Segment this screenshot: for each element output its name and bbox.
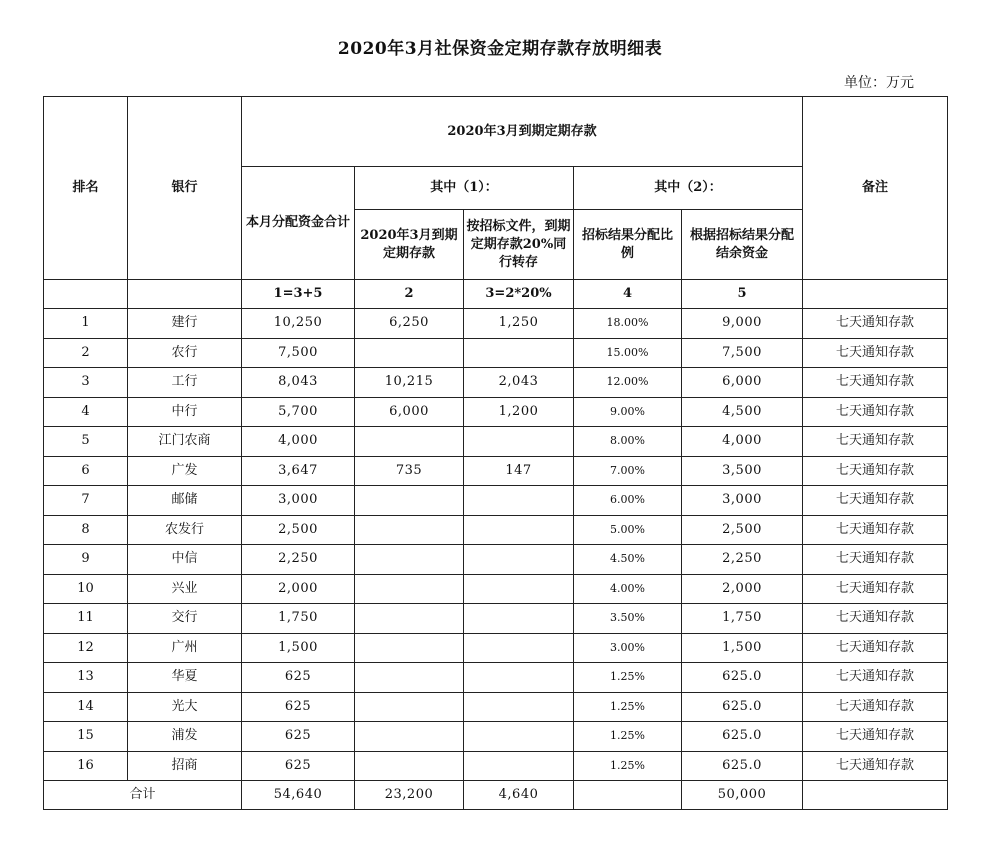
cell-bank: 农行 [128, 338, 242, 368]
cell-deposit [355, 604, 464, 634]
totals-remark [803, 781, 948, 810]
cell-remark: 七天通知存款 [803, 751, 948, 781]
cell-rank: 9 [44, 545, 128, 575]
cell-deposit: 6,250 [355, 309, 464, 339]
cell-bank: 工行 [128, 368, 242, 398]
table-row [44, 427, 948, 457]
cell-deposit [355, 486, 464, 516]
table-row [44, 338, 948, 368]
cell-remaining: 2,500 [682, 515, 803, 545]
cell-ratio: 3.50% [574, 604, 682, 634]
cell-bank: 广发 [128, 456, 242, 486]
table-row [44, 456, 948, 486]
cell-remark: 七天通知存款 [803, 309, 948, 339]
header-remaining: 根据招标结果分配结余资金 [682, 210, 803, 280]
cell-rank: 1 [44, 309, 128, 339]
cell-bank: 建行 [128, 309, 242, 339]
totals-transfer: 4,640 [464, 781, 574, 810]
cell-transfer [464, 604, 574, 634]
cell-remark: 七天通知存款 [803, 574, 948, 604]
cell-remark: 七天通知存款 [803, 397, 948, 427]
cell-rank: 15 [44, 722, 128, 752]
cell-total: 8,043 [242, 368, 355, 398]
page-title: 2020年3月社保资金定期存款存放明细表 [337, 39, 663, 59]
cell-remaining: 3,500 [682, 456, 803, 486]
cell-total: 7,500 [242, 338, 355, 368]
table-row [44, 751, 948, 781]
cell-remark: 七天通知存款 [803, 545, 948, 575]
table-row [44, 309, 948, 339]
cell-deposit: 735 [355, 456, 464, 486]
cell-deposit [355, 574, 464, 604]
cell-ratio: 4.50% [574, 545, 682, 575]
cell-rank: 5 [44, 427, 128, 457]
cell-rank: 7 [44, 486, 128, 516]
totals-label: 合计 [44, 781, 242, 810]
header-remark: 备注 [803, 97, 948, 280]
cell-deposit [355, 515, 464, 545]
formula-cell-empty [128, 280, 242, 309]
table-row [44, 397, 948, 427]
deposit-table [43, 96, 948, 810]
cell-remark: 七天通知存款 [803, 663, 948, 693]
cell-transfer [464, 692, 574, 722]
cell-transfer: 1,200 [464, 397, 574, 427]
cell-remark: 七天通知存款 [803, 604, 948, 634]
cell-ratio: 1.25% [574, 663, 682, 693]
cell-rank: 11 [44, 604, 128, 634]
cell-ratio: 12.00% [574, 368, 682, 398]
formula-cell: 3=2*20% [464, 280, 574, 309]
formula-cell: 4 [574, 280, 682, 309]
cell-transfer [464, 722, 574, 752]
cell-remark: 七天通知存款 [803, 515, 948, 545]
cell-total: 2,000 [242, 574, 355, 604]
cell-bank: 农发行 [128, 515, 242, 545]
cell-total: 625 [242, 663, 355, 693]
formula-cell: 5 [682, 280, 803, 309]
totals-row [44, 781, 948, 810]
totals-total: 54,640 [242, 781, 355, 810]
cell-transfer: 1,250 [464, 309, 574, 339]
table-row [44, 515, 948, 545]
table-row [44, 722, 948, 752]
cell-rank: 12 [44, 633, 128, 663]
cell-total: 3,000 [242, 486, 355, 516]
cell-remark: 七天通知存款 [803, 456, 948, 486]
cell-ratio: 1.25% [574, 722, 682, 752]
cell-remark: 七天通知存款 [803, 633, 948, 663]
cell-remaining: 625.0 [682, 692, 803, 722]
cell-ratio: 3.00% [574, 633, 682, 663]
cell-transfer [464, 486, 574, 516]
cell-remark: 七天通知存款 [803, 486, 948, 516]
cell-remark: 七天通知存款 [803, 338, 948, 368]
cell-rank: 8 [44, 515, 128, 545]
cell-ratio: 8.00% [574, 427, 682, 457]
cell-ratio: 15.00% [574, 338, 682, 368]
cell-rank: 2 [44, 338, 128, 368]
cell-remaining: 2,000 [682, 574, 803, 604]
formula-cell: 2 [355, 280, 464, 309]
cell-ratio: 9.00% [574, 397, 682, 427]
cell-deposit [355, 338, 464, 368]
cell-transfer [464, 663, 574, 693]
cell-ratio: 18.00% [574, 309, 682, 339]
cell-total: 1,750 [242, 604, 355, 634]
unit-label: 单位：万元 [844, 75, 914, 91]
formula-cell-empty [44, 280, 128, 309]
cell-rank: 6 [44, 456, 128, 486]
cell-remaining: 4,500 [682, 397, 803, 427]
header-transfer: 按招标文件，到期定期存款20%同行转存 [464, 210, 574, 280]
header-ratio: 招标结果分配比例 [574, 210, 682, 280]
cell-deposit: 10,215 [355, 368, 464, 398]
cell-transfer [464, 515, 574, 545]
cell-remark: 七天通知存款 [803, 368, 948, 398]
cell-bank: 邮储 [128, 486, 242, 516]
formula-row [44, 280, 948, 309]
cell-deposit [355, 692, 464, 722]
cell-remaining: 4,000 [682, 427, 803, 457]
table-row [44, 663, 948, 693]
cell-deposit: 6,000 [355, 397, 464, 427]
cell-bank: 江门农商 [128, 427, 242, 457]
cell-ratio: 1.25% [574, 692, 682, 722]
cell-transfer [464, 427, 574, 457]
cell-remaining: 9,000 [682, 309, 803, 339]
cell-total: 625 [242, 692, 355, 722]
cell-bank: 招商 [128, 751, 242, 781]
cell-ratio: 7.00% [574, 456, 682, 486]
cell-total: 2,250 [242, 545, 355, 575]
table-row [44, 633, 948, 663]
cell-bank: 兴业 [128, 574, 242, 604]
totals-remaining: 50,000 [682, 781, 803, 810]
cell-transfer [464, 633, 574, 663]
formula-cell: 1=3+5 [242, 280, 355, 309]
cell-total: 1,500 [242, 633, 355, 663]
cell-transfer: 2,043 [464, 368, 574, 398]
table-row [44, 486, 948, 516]
header-bank: 银行 [128, 97, 242, 280]
cell-rank: 3 [44, 368, 128, 398]
cell-ratio: 5.00% [574, 515, 682, 545]
header-maturity-group: 2020年3月到期定期存款 [242, 97, 803, 167]
table-row [44, 368, 948, 398]
cell-total: 10,250 [242, 309, 355, 339]
header-monthly-total: 本月分配资金合计 [242, 167, 355, 280]
cell-rank: 13 [44, 663, 128, 693]
cell-deposit [355, 751, 464, 781]
header-row-1 [44, 97, 948, 167]
cell-transfer: 147 [464, 456, 574, 486]
cell-bank: 浦发 [128, 722, 242, 752]
table-row [44, 604, 948, 634]
cell-total: 625 [242, 722, 355, 752]
header-sub2: 其中（2）： [574, 167, 803, 210]
cell-rank: 10 [44, 574, 128, 604]
header-mar-deposit: 2020年3月到期定期存款 [355, 210, 464, 280]
cell-total: 3,647 [242, 456, 355, 486]
cell-deposit [355, 663, 464, 693]
cell-remark: 七天通知存款 [803, 427, 948, 457]
cell-transfer [464, 751, 574, 781]
cell-bank: 光大 [128, 692, 242, 722]
cell-total: 2,500 [242, 515, 355, 545]
cell-ratio: 6.00% [574, 486, 682, 516]
cell-deposit [355, 633, 464, 663]
cell-remaining: 1,750 [682, 604, 803, 634]
cell-bank: 中信 [128, 545, 242, 575]
cell-deposit [355, 545, 464, 575]
cell-ratio: 1.25% [574, 751, 682, 781]
cell-total: 5,700 [242, 397, 355, 427]
cell-remaining: 3,000 [682, 486, 803, 516]
cell-remaining: 625.0 [682, 751, 803, 781]
cell-transfer [464, 338, 574, 368]
cell-deposit [355, 427, 464, 457]
data-rows [44, 309, 948, 781]
cell-rank: 16 [44, 751, 128, 781]
cell-bank: 广州 [128, 633, 242, 663]
header-sub1: 其中（1）： [355, 167, 574, 210]
header-rank: 排名 [44, 97, 128, 280]
cell-bank: 中行 [128, 397, 242, 427]
cell-ratio: 4.00% [574, 574, 682, 604]
cell-remaining: 625.0 [682, 722, 803, 752]
cell-remark: 七天通知存款 [803, 722, 948, 752]
cell-deposit [355, 722, 464, 752]
cell-remaining: 2,250 [682, 545, 803, 575]
cell-total: 625 [242, 751, 355, 781]
cell-transfer [464, 545, 574, 575]
cell-remaining: 6,000 [682, 368, 803, 398]
cell-transfer [464, 574, 574, 604]
totals-deposit: 23,200 [355, 781, 464, 810]
cell-remaining: 625.0 [682, 663, 803, 693]
formula-cell-empty [803, 280, 948, 309]
table-row [44, 692, 948, 722]
table-row [44, 545, 948, 575]
cell-bank: 交行 [128, 604, 242, 634]
cell-rank: 4 [44, 397, 128, 427]
cell-total: 4,000 [242, 427, 355, 457]
cell-rank: 14 [44, 692, 128, 722]
cell-remaining: 1,500 [682, 633, 803, 663]
table-row [44, 574, 948, 604]
cell-remaining: 7,500 [682, 338, 803, 368]
cell-remark: 七天通知存款 [803, 692, 948, 722]
cell-bank: 华夏 [128, 663, 242, 693]
totals-ratio [574, 781, 682, 810]
